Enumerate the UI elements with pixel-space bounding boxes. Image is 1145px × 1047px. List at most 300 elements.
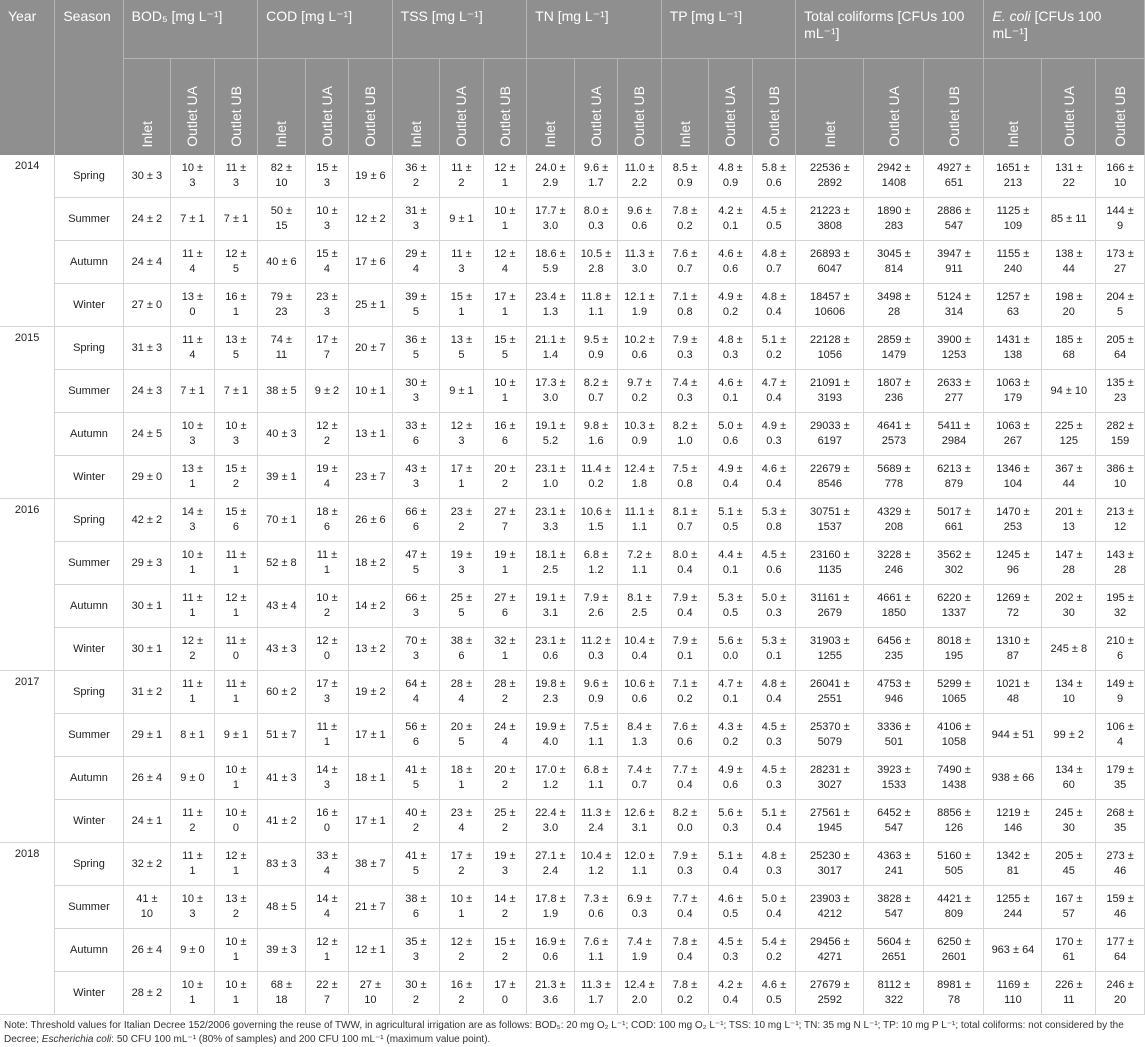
value-cell: 170 ± 61 (1042, 929, 1096, 972)
value-cell: 3900 ± 1253 (924, 327, 984, 370)
table-row (0, 370, 1145, 413)
note-text-2: : 50 CFU 100 mL⁻¹ (80% of samples) and 200 CFU 100 mL⁻¹ (maximum value point). (111, 1034, 491, 1045)
value-cell: 5.0 ± 0.4 (752, 886, 795, 929)
value-cell: 8.2 ± 0.0 (661, 800, 709, 843)
value-cell: 8.2 ± 0.7 (574, 370, 617, 413)
value-cell: 15 ± 6 (214, 499, 257, 542)
sub-header: Outlet UA (305, 59, 348, 156)
value-cell: 4753 ± 946 (864, 671, 924, 714)
value-cell: 1219 ± 146 (984, 800, 1042, 843)
value-cell: 12 ± 0 (305, 628, 348, 671)
value-cell: 7 ± 1 (171, 198, 214, 241)
value-cell: 24 ± 2 (123, 198, 171, 241)
value-cell: 1342 ± 81 (984, 843, 1042, 886)
value-cell: 19.8 ± 2.3 (527, 671, 575, 714)
value-cell: 20 ± 2 (483, 757, 526, 800)
value-cell: 9 ± 1 (440, 370, 483, 413)
value-cell: 10 ± 3 (171, 886, 214, 929)
value-cell: 9.6 ± 0.6 (618, 198, 661, 241)
season-cell: Summer (55, 198, 123, 241)
value-cell: 10.6 ± 0.6 (618, 671, 661, 714)
value-cell: 10 ± 1 (171, 972, 214, 1015)
value-cell: 4641 ± 2573 (864, 413, 924, 456)
value-cell: 29456 ± 4271 (796, 929, 864, 972)
value-cell: 10 ± 1 (214, 757, 257, 800)
value-cell: 4.9 ± 0.4 (709, 456, 752, 499)
value-cell: 11.4 ± 0.2 (574, 456, 617, 499)
value-cell: 4.5 ± 0.3 (709, 929, 752, 972)
value-cell: 28 ± 2 (483, 671, 526, 714)
value-cell: 167 ± 57 (1042, 886, 1096, 929)
value-cell: 8 ± 1 (171, 714, 214, 757)
value-cell: 177 ± 64 (1096, 929, 1145, 972)
sub-header: Outlet UA (864, 59, 924, 156)
value-cell: 5.0 ± 0.3 (752, 585, 795, 628)
value-cell: 5.6 ± 0.0 (709, 628, 752, 671)
value-cell: 7.5 ± 1.1 (574, 714, 617, 757)
sub-header: Outlet UB (1096, 59, 1145, 156)
value-cell: 16 ± 1 (214, 284, 257, 327)
value-cell: 83 ± 3 (258, 843, 306, 886)
group-header: COD [mg L⁻¹] (258, 0, 393, 59)
value-cell: 15 ± 2 (483, 929, 526, 972)
value-cell: 23 ± 4 (440, 800, 483, 843)
value-cell: 99 ± 2 (1042, 714, 1096, 757)
value-cell: 106 ± 4 (1096, 714, 1145, 757)
value-cell: 13 ± 1 (171, 456, 214, 499)
value-cell: 11 ± 3 (214, 155, 257, 198)
value-cell: 6.8 ± 1.2 (574, 542, 617, 585)
value-cell: 24 ± 4 (123, 241, 171, 284)
value-cell: 10 ± 3 (171, 155, 214, 198)
season-cell: Autumn (55, 413, 123, 456)
table-row (0, 671, 1145, 714)
value-cell: 282 ± 159 (1096, 413, 1145, 456)
value-cell: 12 ± 2 (305, 413, 348, 456)
table-row (0, 499, 1145, 542)
value-cell: 1310 ± 87 (984, 628, 1042, 671)
value-cell: 27 ± 10 (349, 972, 392, 1015)
value-cell: 11 ± 1 (305, 714, 348, 757)
sub-header: Outlet UA (709, 59, 752, 156)
value-cell: 5017 ± 661 (924, 499, 984, 542)
sub-header: Outlet UB (483, 59, 526, 156)
value-cell: 213 ± 12 (1096, 499, 1145, 542)
value-cell: 1063 ± 179 (984, 370, 1042, 413)
value-cell: 173 ± 27 (1096, 241, 1145, 284)
value-cell: 273 ± 46 (1096, 843, 1145, 886)
value-cell: 201 ± 13 (1042, 499, 1096, 542)
table-row (0, 413, 1145, 456)
value-cell: 10.3 ± 0.9 (618, 413, 661, 456)
value-cell: 9 ± 1 (440, 198, 483, 241)
value-cell: 4421 ± 809 (924, 886, 984, 929)
value-cell: 159 ± 46 (1096, 886, 1145, 929)
value-cell: 23 ± 7 (349, 456, 392, 499)
year-cell: 2014 (0, 155, 55, 327)
value-cell: 5411 ± 2984 (924, 413, 984, 456)
value-cell: 13 ± 5 (440, 327, 483, 370)
sub-header: Outlet UB (924, 59, 984, 156)
value-cell: 29 ± 1 (123, 714, 171, 757)
value-cell: 20 ± 7 (349, 327, 392, 370)
value-cell: 20 ± 5 (440, 714, 483, 757)
value-cell: 26 ± 4 (123, 929, 171, 972)
value-cell: 24 ± 1 (123, 800, 171, 843)
value-cell: 12 ± 2 (440, 929, 483, 972)
value-cell: 29033 ± 6197 (796, 413, 864, 456)
value-cell: 225 ± 125 (1042, 413, 1096, 456)
value-cell: 135 ± 23 (1096, 370, 1145, 413)
value-cell: 38 ± 5 (258, 370, 306, 413)
value-cell: 18 ± 1 (440, 757, 483, 800)
value-cell: 11.3 ± 2.4 (574, 800, 617, 843)
value-cell: 21091 ± 3193 (796, 370, 864, 413)
value-cell: 66 ± 6 (392, 499, 440, 542)
season-cell: Winter (55, 284, 123, 327)
sub-header: Inlet (527, 59, 575, 156)
value-cell: 386 ± 10 (1096, 456, 1145, 499)
value-cell: 10 ± 2 (305, 585, 348, 628)
value-cell: 70 ± 3 (392, 628, 440, 671)
value-cell: 25 ± 2 (483, 800, 526, 843)
table-row (0, 198, 1145, 241)
value-cell: 4.6 ± 0.6 (709, 241, 752, 284)
value-cell: 9.6 ± 0.9 (574, 671, 617, 714)
value-cell: 8.1 ± 2.5 (618, 585, 661, 628)
value-cell: 5689 ± 778 (864, 456, 924, 499)
value-cell: 12 ± 4 (483, 241, 526, 284)
value-cell: 48 ± 5 (258, 886, 306, 929)
value-cell: 5.8 ± 0.6 (752, 155, 795, 198)
value-cell: 24 ± 5 (123, 413, 171, 456)
season-cell: Spring (55, 671, 123, 714)
value-cell: 10 ± 1 (171, 542, 214, 585)
season-cell: Summer (55, 714, 123, 757)
value-cell: 17 ± 1 (440, 456, 483, 499)
table-row (0, 714, 1145, 757)
value-cell: 4.9 ± 0.6 (709, 757, 752, 800)
value-cell: 30 ± 3 (392, 370, 440, 413)
value-cell: 10.4 ± 0.4 (618, 628, 661, 671)
value-cell: 1346 ± 104 (984, 456, 1042, 499)
value-cell: 1125 ± 109 (984, 198, 1042, 241)
value-cell: 3828 ± 547 (864, 886, 924, 929)
value-cell: 32 ± 2 (123, 843, 171, 886)
value-cell: 7.6 ± 0.7 (661, 241, 709, 284)
season-header: Season (55, 0, 123, 155)
value-cell: 38 ± 6 (440, 628, 483, 671)
season-cell: Autumn (55, 757, 123, 800)
value-cell: 7 ± 1 (214, 198, 257, 241)
value-cell: 4.5 ± 0.5 (752, 198, 795, 241)
value-cell: 14 ± 2 (483, 886, 526, 929)
value-cell: 17 ± 7 (305, 327, 348, 370)
sub-header: Inlet (984, 59, 1042, 156)
value-cell: 15 ± 3 (305, 155, 348, 198)
value-cell: 1063 ± 267 (984, 413, 1042, 456)
value-cell: 40 ± 6 (258, 241, 306, 284)
value-cell: 9 ± 0 (171, 929, 214, 972)
value-cell: 6213 ± 879 (924, 456, 984, 499)
value-cell: 134 ± 60 (1042, 757, 1096, 800)
value-cell: 5160 ± 505 (924, 843, 984, 886)
table-row (0, 929, 1145, 972)
value-cell: 2859 ± 1479 (864, 327, 924, 370)
value-cell: 1269 ± 72 (984, 585, 1042, 628)
value-cell: 7.8 ± 0.4 (661, 929, 709, 972)
value-cell: 8.5 ± 0.9 (661, 155, 709, 198)
value-cell: 11 ± 0 (214, 628, 257, 671)
table-note (0, 1015, 1145, 1047)
value-cell: 3336 ± 501 (864, 714, 924, 757)
value-cell: 10 ± 3 (214, 413, 257, 456)
value-cell: 52 ± 8 (258, 542, 306, 585)
value-cell: 7.7 ± 0.4 (661, 886, 709, 929)
sub-header: Outlet UB (214, 59, 257, 156)
sub-header: Inlet (258, 59, 306, 156)
value-cell: 134 ± 10 (1042, 671, 1096, 714)
value-cell: 7.3 ± 0.6 (574, 886, 617, 929)
value-cell: 27 ± 6 (483, 585, 526, 628)
sub-header: Outlet UB (752, 59, 795, 156)
value-cell: 47 ± 5 (392, 542, 440, 585)
value-cell: 7.9 ± 0.4 (661, 585, 709, 628)
value-cell: 4.7 ± 0.4 (752, 370, 795, 413)
value-cell: 22679 ± 8546 (796, 456, 864, 499)
value-cell: 11 ± 4 (171, 327, 214, 370)
value-cell: 51 ± 7 (258, 714, 306, 757)
value-cell: 6220 ± 1337 (924, 585, 984, 628)
value-cell: 10 ± 1 (440, 886, 483, 929)
value-cell: 11 ± 1 (214, 671, 257, 714)
value-cell: 18 ± 1 (349, 757, 392, 800)
value-cell: 7.4 ± 0.3 (661, 370, 709, 413)
season-cell: Autumn (55, 585, 123, 628)
note-ecoli: Escherichia coli (41, 1034, 112, 1045)
value-cell: 22536 ± 2892 (796, 155, 864, 198)
value-cell: 94 ± 10 (1042, 370, 1096, 413)
table-row (0, 284, 1145, 327)
value-cell: 11 ± 1 (171, 843, 214, 886)
value-cell: 11.0 ± 2.2 (618, 155, 661, 198)
value-cell: 19.1 ± 3.1 (527, 585, 575, 628)
value-cell: 4.6 ± 0.5 (709, 886, 752, 929)
value-cell: 28 ± 2 (123, 972, 171, 1015)
value-cell: 149 ± 9 (1096, 671, 1145, 714)
value-cell: 3947 ± 911 (924, 241, 984, 284)
value-cell: 5299 ± 1065 (924, 671, 984, 714)
value-cell: 4.4 ± 0.1 (709, 542, 752, 585)
value-cell: 7.7 ± 0.4 (661, 757, 709, 800)
value-cell: 10.2 ± 0.6 (618, 327, 661, 370)
group-header-ecoli: E. coli [CFUs 100 mL⁻¹] (984, 0, 1145, 59)
sub-header: Outlet UA (171, 59, 214, 156)
value-cell: 4.9 ± 0.3 (752, 413, 795, 456)
value-cell: 5.1 ± 0.4 (752, 800, 795, 843)
value-cell: 17 ± 2 (440, 843, 483, 886)
value-cell: 23160 ± 1135 (796, 542, 864, 585)
value-cell: 17.3 ± 3.0 (527, 370, 575, 413)
year-cell: 2016 (0, 499, 55, 671)
value-cell: 10.6 ± 1.5 (574, 499, 617, 542)
sub-header: Inlet (661, 59, 709, 156)
value-cell: 30 ± 1 (123, 628, 171, 671)
value-cell: 43 ± 3 (392, 456, 440, 499)
value-cell: 210 ± 6 (1096, 628, 1145, 671)
value-cell: 9 ± 0 (171, 757, 214, 800)
value-cell: 41 ± 2 (258, 800, 306, 843)
value-cell: 25230 ± 3017 (796, 843, 864, 886)
value-cell: 7490 ± 1438 (924, 757, 984, 800)
value-cell: 198 ± 20 (1042, 284, 1096, 327)
note-text-1: Note: Threshold values for Italian Decree 152/2006 governing the reuse of TWW, in agricultural irrigation are as follows: BOD₅: 20 mg O₂ L⁻¹; COD: 100 mg O₂ L⁻¹; TSS: 10 mg L⁻¹; TN: 35 mg N L⁻¹; TP: 10 mg P L⁻¹; total coliforms: not considered by the Decree; (4, 1020, 1124, 1045)
value-cell: 82 ± 10 (258, 155, 306, 198)
value-cell: 1021 ± 48 (984, 671, 1042, 714)
value-cell: 4329 ± 208 (864, 499, 924, 542)
value-cell: 28 ± 4 (440, 671, 483, 714)
value-cell: 8.4 ± 1.3 (618, 714, 661, 757)
season-cell: Spring (55, 499, 123, 542)
value-cell: 8856 ± 126 (924, 800, 984, 843)
group-header: TSS [mg L⁻¹] (392, 0, 527, 59)
value-cell: 19.1 ± 5.2 (527, 413, 575, 456)
value-cell: 27.1 ± 2.4 (527, 843, 575, 886)
value-cell: 25 ± 5 (440, 585, 483, 628)
value-cell: 1245 ± 96 (984, 542, 1042, 585)
value-cell: 12 ± 3 (440, 413, 483, 456)
value-cell: 4.8 ± 0.3 (709, 327, 752, 370)
value-cell: 147 ± 28 (1042, 542, 1096, 585)
value-cell: 944 ± 51 (984, 714, 1042, 757)
value-cell: 245 ± 8 (1042, 628, 1096, 671)
sub-header: Outlet UA (440, 59, 483, 156)
value-cell: 5604 ± 2651 (864, 929, 924, 972)
value-cell: 4.2 ± 0.4 (709, 972, 752, 1015)
value-cell: 11 ± 1 (171, 585, 214, 628)
value-cell: 11 ± 3 (440, 241, 483, 284)
value-cell: 4.5 ± 0.3 (752, 714, 795, 757)
value-cell: 4363 ± 241 (864, 843, 924, 886)
value-cell: 1890 ± 283 (864, 198, 924, 241)
value-cell: 11.2 ± 0.3 (574, 628, 617, 671)
value-cell: 11 ± 4 (171, 241, 214, 284)
value-cell: 27 ± 7 (483, 499, 526, 542)
table-row (0, 972, 1145, 1015)
value-cell: 1155 ± 240 (984, 241, 1042, 284)
value-cell: 30751 ± 1537 (796, 499, 864, 542)
value-cell: 8.2 ± 1.0 (661, 413, 709, 456)
value-cell: 7.6 ± 0.6 (661, 714, 709, 757)
value-cell: 15 ± 1 (440, 284, 483, 327)
table-header (0, 0, 1145, 155)
value-cell: 4.2 ± 0.1 (709, 198, 752, 241)
value-cell: 10 ± 1 (349, 370, 392, 413)
value-cell: 14 ± 3 (305, 757, 348, 800)
value-cell: 16 ± 6 (483, 413, 526, 456)
value-cell: 27679 ± 2592 (796, 972, 864, 1015)
value-cell: 2886 ± 547 (924, 198, 984, 241)
value-cell: 12.4 ± 1.8 (618, 456, 661, 499)
value-cell: 205 ± 45 (1042, 843, 1096, 886)
value-cell: 4661 ± 1850 (864, 585, 924, 628)
value-cell: 31 ± 3 (123, 327, 171, 370)
value-cell: 5.1 ± 0.2 (752, 327, 795, 370)
value-cell: 24 ± 4 (483, 714, 526, 757)
season-cell: Spring (55, 843, 123, 886)
value-cell: 41 ± 5 (392, 843, 440, 886)
value-cell: 11.8 ± 1.1 (574, 284, 617, 327)
season-cell: Summer (55, 370, 123, 413)
value-cell: 35 ± 3 (392, 929, 440, 972)
sub-header: Inlet (796, 59, 864, 156)
value-cell: 13 ± 2 (349, 628, 392, 671)
value-cell: 38 ± 7 (349, 843, 392, 886)
value-cell: 4.3 ± 0.2 (709, 714, 752, 757)
value-cell: 367 ± 44 (1042, 456, 1096, 499)
value-cell: 12 ± 1 (214, 843, 257, 886)
value-cell: 17.7 ± 3.0 (527, 198, 575, 241)
value-cell: 205 ± 64 (1096, 327, 1145, 370)
value-cell: 7.9 ± 0.3 (661, 843, 709, 886)
value-cell: 11 ± 2 (171, 800, 214, 843)
value-cell: 17 ± 6 (349, 241, 392, 284)
value-cell: 6456 ± 235 (864, 628, 924, 671)
value-cell: 938 ± 66 (984, 757, 1042, 800)
table-row (0, 241, 1145, 284)
value-cell: 4.8 ± 0.3 (752, 843, 795, 886)
value-cell: 14 ± 2 (349, 585, 392, 628)
value-cell: 22.4 ± 3.0 (527, 800, 575, 843)
table-body (0, 155, 1145, 1015)
value-cell: 10 ± 3 (171, 413, 214, 456)
value-cell: 17 ± 1 (349, 800, 392, 843)
value-cell: 24 ± 3 (123, 370, 171, 413)
value-cell: 226 ± 11 (1042, 972, 1096, 1015)
value-cell: 6.8 ± 1.1 (574, 757, 617, 800)
value-cell: 18 ± 6 (305, 499, 348, 542)
value-cell: 6452 ± 547 (864, 800, 924, 843)
value-cell: 64 ± 4 (392, 671, 440, 714)
value-cell: 9.6 ± 1.7 (574, 155, 617, 198)
value-cell: 19 ± 1 (483, 542, 526, 585)
value-cell: 15 ± 5 (483, 327, 526, 370)
value-cell: 1807 ± 236 (864, 370, 924, 413)
value-cell: 5.0 ± 0.6 (709, 413, 752, 456)
value-cell: 5.6 ± 0.3 (709, 800, 752, 843)
season-cell: Winter (55, 972, 123, 1015)
value-cell: 7.1 ± 0.2 (661, 671, 709, 714)
value-cell: 9 ± 1 (214, 714, 257, 757)
value-cell: 15 ± 2 (214, 456, 257, 499)
value-cell: 7.8 ± 0.2 (661, 198, 709, 241)
value-cell: 12 ± 1 (483, 155, 526, 198)
value-cell: 195 ± 32 (1096, 585, 1145, 628)
value-cell: 8.0 ± 0.3 (574, 198, 617, 241)
value-cell: 4.8 ± 0.9 (709, 155, 752, 198)
value-cell: 4.6 ± 0.4 (752, 456, 795, 499)
value-cell: 11 ± 2 (440, 155, 483, 198)
value-cell: 5124 ± 314 (924, 284, 984, 327)
value-cell: 7.4 ± 0.7 (618, 757, 661, 800)
value-cell: 963 ± 64 (984, 929, 1042, 972)
value-cell: 26893 ± 6047 (796, 241, 864, 284)
sub-header: Outlet UB (349, 59, 392, 156)
value-cell: 8.0 ± 0.4 (661, 542, 709, 585)
value-cell: 131 ± 22 (1042, 155, 1096, 198)
value-cell: 4.7 ± 0.1 (709, 671, 752, 714)
value-cell: 1431 ± 138 (984, 327, 1042, 370)
